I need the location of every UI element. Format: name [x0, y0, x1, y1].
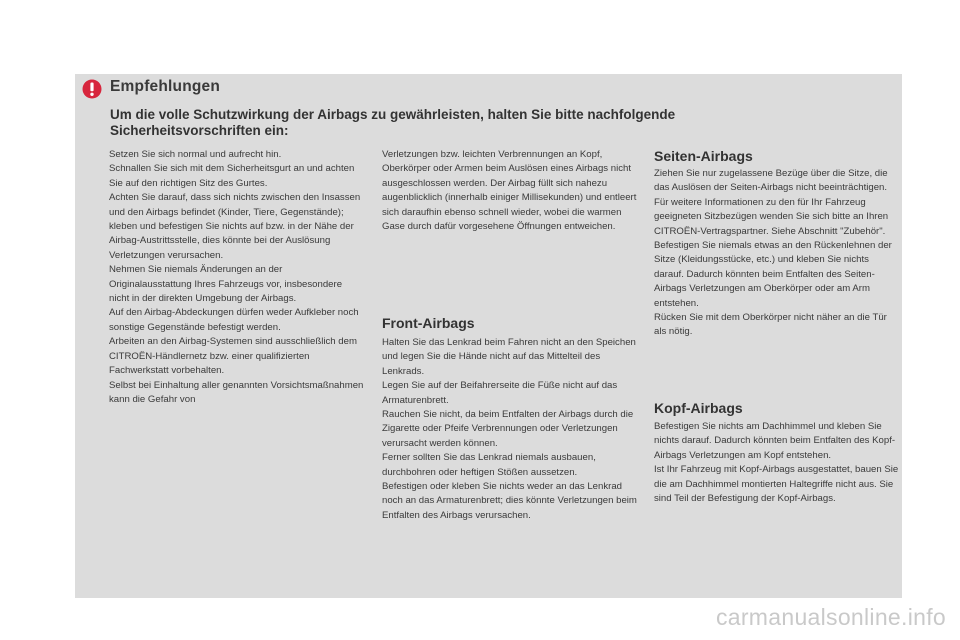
warning-icon: [82, 79, 102, 99]
section-title: Empfehlungen: [110, 78, 221, 95]
head-airbags-text: Befestigen Sie nichts am Dachhimmel und kleben Sie nichts darauf. Dadurch könnten beim Entfalten des Kopf-Airbags Verletzungen am Kopf entstehen. Ist Ihr Fahrzeug mit Kopf-Airbags ausgestattet, bauen Sie die am Dachhimmel montierten Haltegriffe nicht aus. Sie sind Teil der Befestigung der Kopf-Airbags.: [654, 421, 899, 505]
head-airbags-heading: Kopf-Airbags: [654, 400, 743, 416]
general-recommendations-text: Setzen Sie sich normal und aufrecht hin. Schnallen Sie sich mit dem Sicherheitsgurt an und achten Sie auf den richtigen Sitz des Gurtes. Achten Sie darauf, dass sich nichts zwischen den Insassen und den Airbags befindet (Kinder, Tiere, Gegenstände); kleben und befestigen Sie nichts auf bzw. in der Nähe der Airbag-Austrittsstelle, dies könnte bei der Auslösung Verletzungen verursachen. Nehmen Sie niemals Änderungen an der Originalausstattung Ihres Fahrzeugs vor, insbesondere nicht in der direkten Umgebung der Airbags. Auf den Airbag-Abdeckungen dürfen weder Aufkleber noch sonstige Gegenstände befestigt werden. Arbeiten an den Airbag-Systemen sind ausschließlich dem CITROËN-Händlernetz bzw. einer qualifizierten Fachwerkstatt vorbehalten. Selbst bei Einhaltung aller genannten Vorsichtsmaßnahmen kann die Gefahr von: [109, 149, 364, 405]
side-airbags-heading: Seiten-Airbags: [654, 148, 753, 164]
side-airbags-text: Ziehen Sie nur zugelassene Bezüge über die Sitze, die das Auslösen der Seiten-Airbags nicht beeinträchtigen. Für weitere Informationen zu den für Ihr Fahrzeug geeigneten Sitzbezügen wenden Sie sich bitte an Ihren CITROËN-Vertragspartner. Siehe Abschnitt "Zubehör". Befestigen Sie niemals etwas an den Rückenlehnen der Sitze (Kleidungsstücke, etc.) und kleben Sie nichts darauf. Dadurch könnten beim Entfalten des Seiten-Airbags Verletzungen am Oberkörper oder am Arm entstehen. Rücken Sie mit dem Oberkörper nicht näher an die Tür als nötig.: [654, 168, 892, 338]
intro-heading: Um die volle Schutzwirkung der Airbags zu gewährleisten, halten Sie bitte nachfolgende Sicherheitsvorschriften ein:: [110, 107, 676, 138]
continued-text: Verletzungen bzw. leichten Verbrennungen an Kopf, Oberkörper oder Armen beim Auslösen eines Airbags nicht ausgeschlossen werden. Der Airbag füllt sich nahezu augenblicklich (innerhalb einiger Millisekunden) und entleert sich daraufhin ebenso schnell wieder, wobei die warmen Gase durch dafür vorgesehene Öffnungen entweichen.: [382, 149, 637, 233]
front-airbags-text: Halten Sie das Lenkrad beim Fahren nicht an den Speichen und legen Sie die Hände nicht auf das Mittelteil des Lenkrads. Legen Sie auf der Beifahrerseite die Füße nicht auf das Armaturenbrett. Rauchen Sie nicht, da beim Entfalten der Airbags durch die Zigarette oder Pfeife Verbrennungen oder Verletzungen verursacht werden können. Ferner sollten Sie das Lenkrad niemals ausbauen, durchbohren oder heftigen Stößen aussetzen. Befestigen oder kleben Sie nichts weder an das Lenkrad noch an das Armaturenbrett; dies könnte Verletzungen beim Entfalten des Airbags verursachen.: [382, 337, 637, 521]
watermark: carmanualsonline.info: [715, 604, 946, 630]
front-airbags-heading: Front-Airbags: [382, 315, 475, 331]
